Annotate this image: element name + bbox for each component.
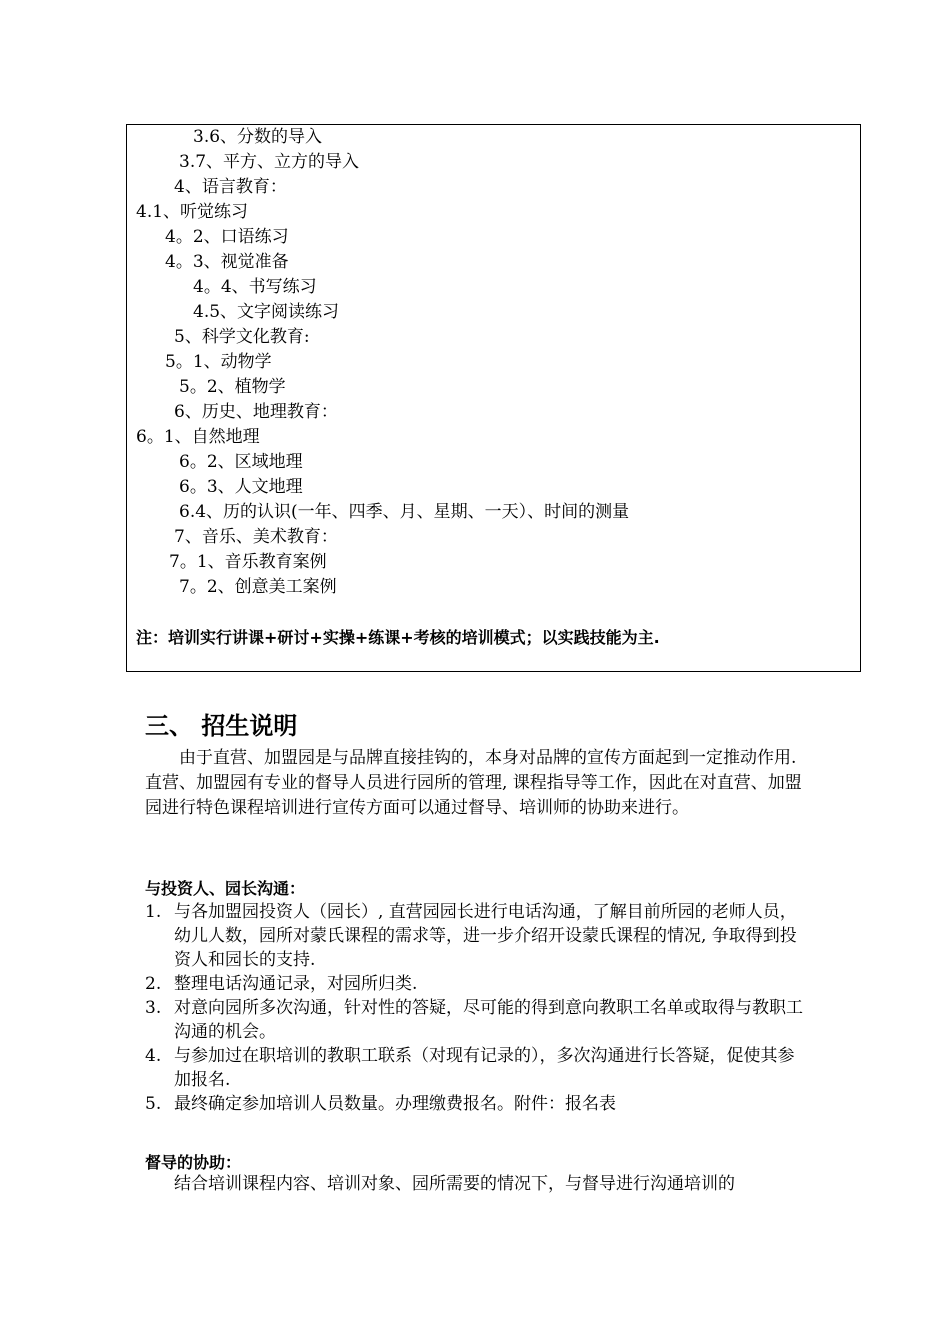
- list-text: 与各加盟园投资人（园长）, 直营园园长进行电话沟通，了解目前所园的老师人员，幼儿人数，园所对蒙氏课程的需求等，进一步介绍开设蒙氏课程的情况, 争取得到投资人和园长的支持.: [174, 902, 797, 970]
- communication-list: [145, 900, 807, 1116]
- list-text: 与参加过在职培训的教职工联系（对现有记录的），多次沟通进行长答疑，促使其参加报名.: [174, 1046, 795, 1090]
- list-item: [145, 900, 807, 972]
- list-number: 4.: [145, 1046, 162, 1066]
- curriculum-line: 6。2、区域地理: [179, 452, 303, 472]
- curriculum-line: 6、历史、地理教育：: [174, 402, 338, 422]
- section-title: 三、 招生说明: [145, 712, 298, 740]
- list-number: 5.: [145, 1094, 162, 1114]
- list-text: 对意向园所多次沟通，针对性的答疑，尽可能的得到意向教职工名单或取得与教职工沟通的机会。: [174, 998, 803, 1042]
- curriculum-line: 7。2、创意美工案例: [179, 577, 337, 597]
- curriculum-box: [126, 124, 861, 672]
- curriculum-line: 5。2、植物学: [179, 377, 286, 397]
- list-text: 最终确定参加培训人员数量。办理缴费报名。附件：报名表: [174, 1094, 616, 1114]
- list-text: 整理电话沟通记录，对园所归类.: [174, 974, 418, 994]
- curriculum-line: 4.1、听觉练习: [136, 202, 249, 222]
- curriculum-line: 3.7、平方、立方的导入: [179, 152, 360, 172]
- curriculum-line: 5。1、动物学: [165, 352, 272, 372]
- list-item: [145, 1092, 807, 1116]
- curriculum-line: 5、科学文化教育:: [174, 327, 310, 347]
- subheading-supervisor-assistance: 督导的协助：: [145, 1153, 242, 1172]
- supervisor-paragraph: 结合培训课程内容、培训对象、园所需要的情况下，与督导进行沟通培训的: [174, 1174, 735, 1194]
- curriculum-line: 4、语言教育：: [174, 177, 287, 197]
- curriculum-line: 4。3、视觉准备: [165, 252, 289, 272]
- list-number: 2.: [145, 974, 162, 994]
- curriculum-line: 7、音乐、美术教育：: [174, 527, 338, 547]
- list-number: 3.: [145, 998, 162, 1018]
- training-note: 注：培训实行讲课+研讨+实操+练课+考核的培训模式；以实践技能为主.: [136, 628, 660, 647]
- list-item: [145, 972, 807, 996]
- curriculum-line: 7。1、音乐教育案例: [169, 552, 327, 572]
- intro-paragraph: 由于直营、加盟园是与品牌直接挂钩的，本身对品牌的宣传方面起到一定推动作用. 直营、加盟园有专业的督导人员进行园所的管理, 课程指导等工作，因此在对直营、加盟园进行特色课程培训进行宣传方面可以通过督导、培训师的协助来进行。: [145, 748, 802, 818]
- curriculum-line: 6。3、人文地理: [179, 477, 303, 497]
- list-item: [145, 1044, 807, 1092]
- list-item: [145, 996, 807, 1044]
- curriculum-line: 4。4、书写练习: [193, 277, 317, 297]
- curriculum-line: 4.5、文字阅读练习: [193, 302, 340, 322]
- curriculum-line: 6.4、历的认识(一年、四季、月、星期、一天）、时间的测量: [179, 502, 630, 522]
- curriculum-line: 3.6、分数的导入: [193, 127, 323, 147]
- curriculum-line: 4。2、口语练习: [165, 227, 289, 247]
- list-number: 1.: [145, 902, 162, 922]
- curriculum-line: 6。1、自然地理: [136, 427, 260, 447]
- subheading-investor-communication: 与投资人、园长沟通：: [145, 879, 306, 898]
